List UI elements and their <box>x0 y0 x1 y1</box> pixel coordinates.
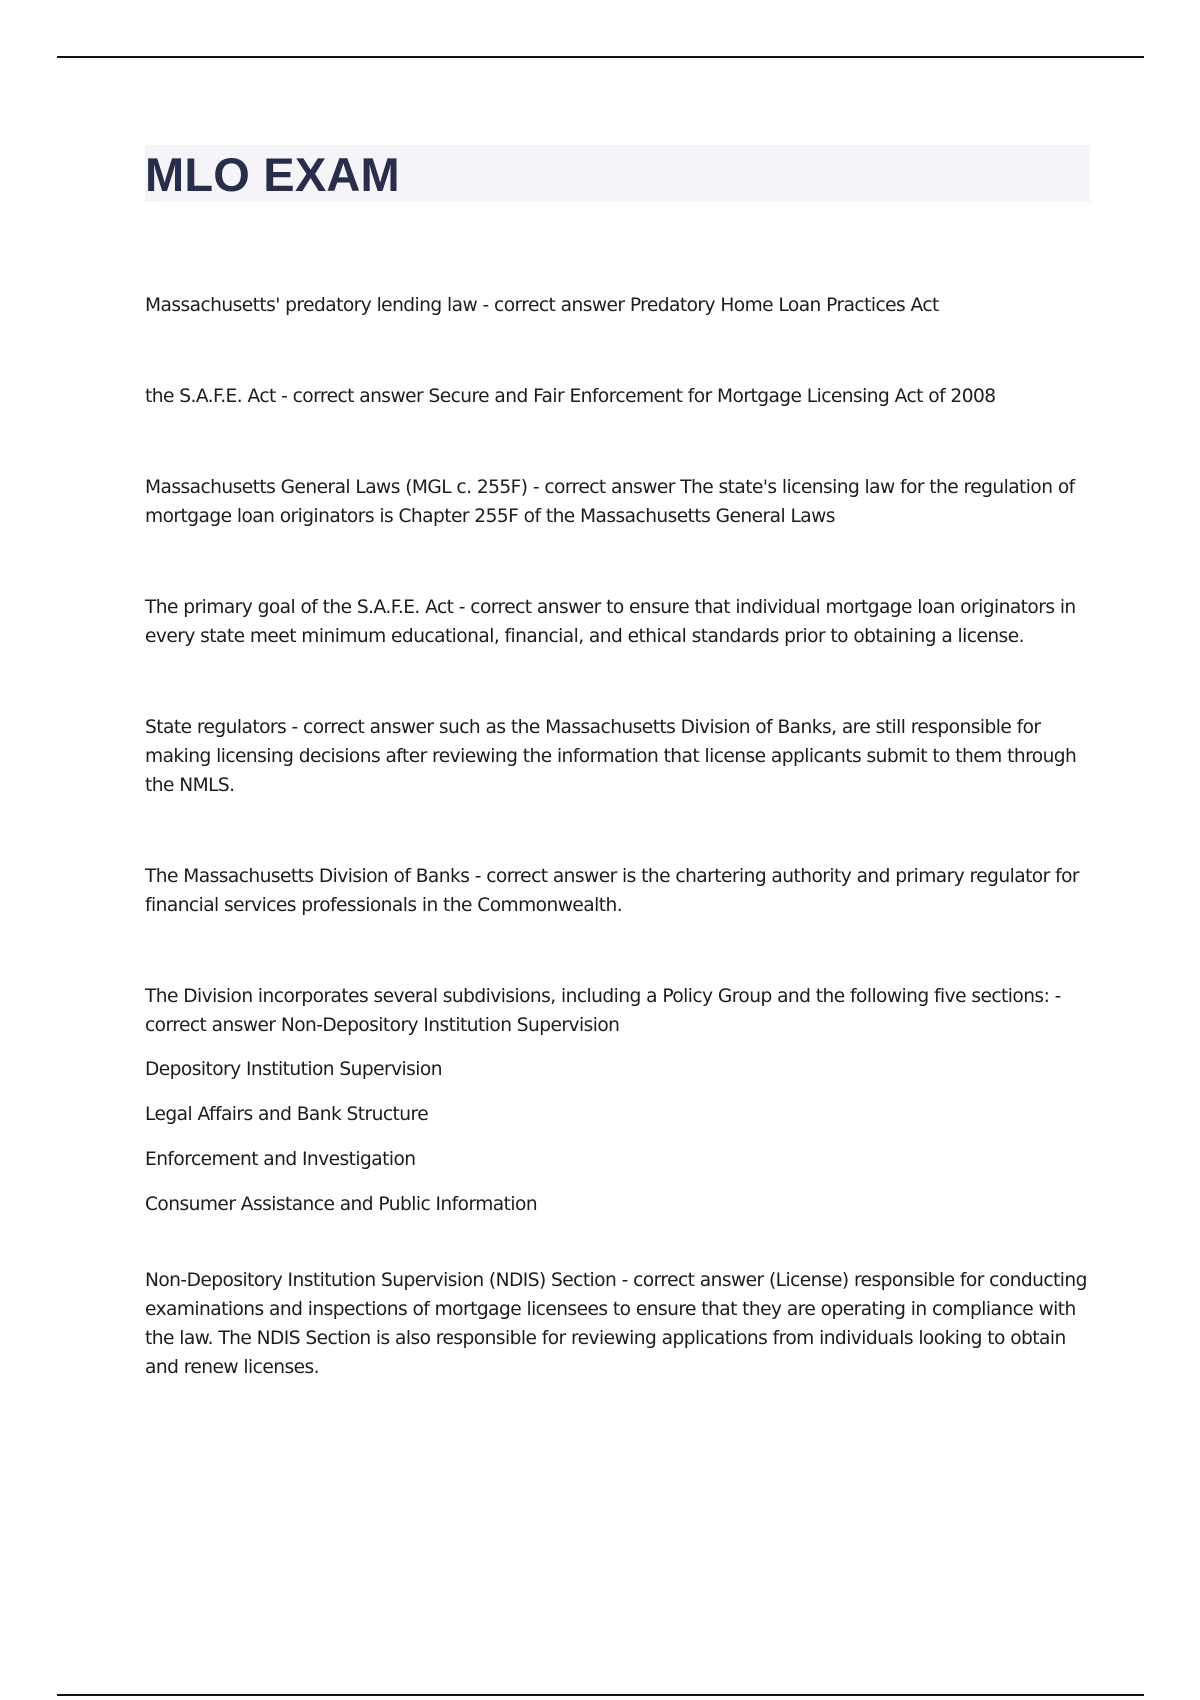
section-list-item: Legal Affairs and Bank Structure <box>145 1104 429 1125</box>
qa-entry <box>145 382 1090 411</box>
header-rule <box>57 56 1144 58</box>
qa-text: The Division incorporates several subdivisions, including a Policy Group and the following five sections: - correct answer Non-Depository Institution Supervision <box>145 986 1061 1036</box>
qa-text: the S.A.F.E. Act - correct answer Secure and Fair Enforcement for Mortgage Licensing Act of 2008 <box>145 386 996 407</box>
qa-list <box>145 291 1090 1444</box>
qa-text: Massachusetts General Laws (MGL c. 255F) - correct answer The state's licensing law for the regulation of mortgage loan originators is Chapter 255F of the Massachusetts General Laws <box>145 477 1075 527</box>
qa-entry <box>145 1266 1090 1382</box>
qa-text: Non-Depository Institution Supervision (NDIS) Section - correct answer (License) responsible for conducting examinations and inspections of mortgage licensees to ensure that they are operating in compliance with the law. The NDIS Section is also responsible for reviewing applications from individuals looking to obtain and renew licenses. <box>145 1270 1087 1378</box>
qa-entry <box>145 291 1090 320</box>
title-band <box>145 145 1090 202</box>
qa-entry <box>145 473 1090 531</box>
page-title: MLO EXAM <box>145 148 400 201</box>
qa-text: Massachusetts' predatory lending law - correct answer Predatory Home Loan Practices Act <box>145 295 939 316</box>
section-list-item: Enforcement and Investigation <box>145 1149 416 1170</box>
qa-text: The Massachusetts Division of Banks - correct answer is the chartering authority and primary regulator for financial services professionals in the Commonwealth. <box>145 866 1080 916</box>
footer-rule <box>57 1694 1144 1696</box>
qa-entry <box>145 593 1090 651</box>
section-list-item: Consumer Assistance and Public Information <box>145 1194 538 1215</box>
section-list <box>145 1055 1090 1219</box>
qa-text: State regulators - correct answer such as the Massachusetts Division of Banks, are still responsible for making licensing decisions after reviewing the information that license applicants submit to them through the NMLS. <box>145 717 1077 796</box>
qa-entry <box>145 982 1090 1219</box>
section-list-item: Depository Institution Supervision <box>145 1059 442 1080</box>
qa-entry <box>145 862 1090 920</box>
qa-text: The primary goal of the S.A.F.E. Act - correct answer to ensure that individual mortgage loan originators in every state meet minimum educational, financial, and ethical standards prior to obtaining a license. <box>145 597 1076 647</box>
qa-entry <box>145 713 1090 800</box>
